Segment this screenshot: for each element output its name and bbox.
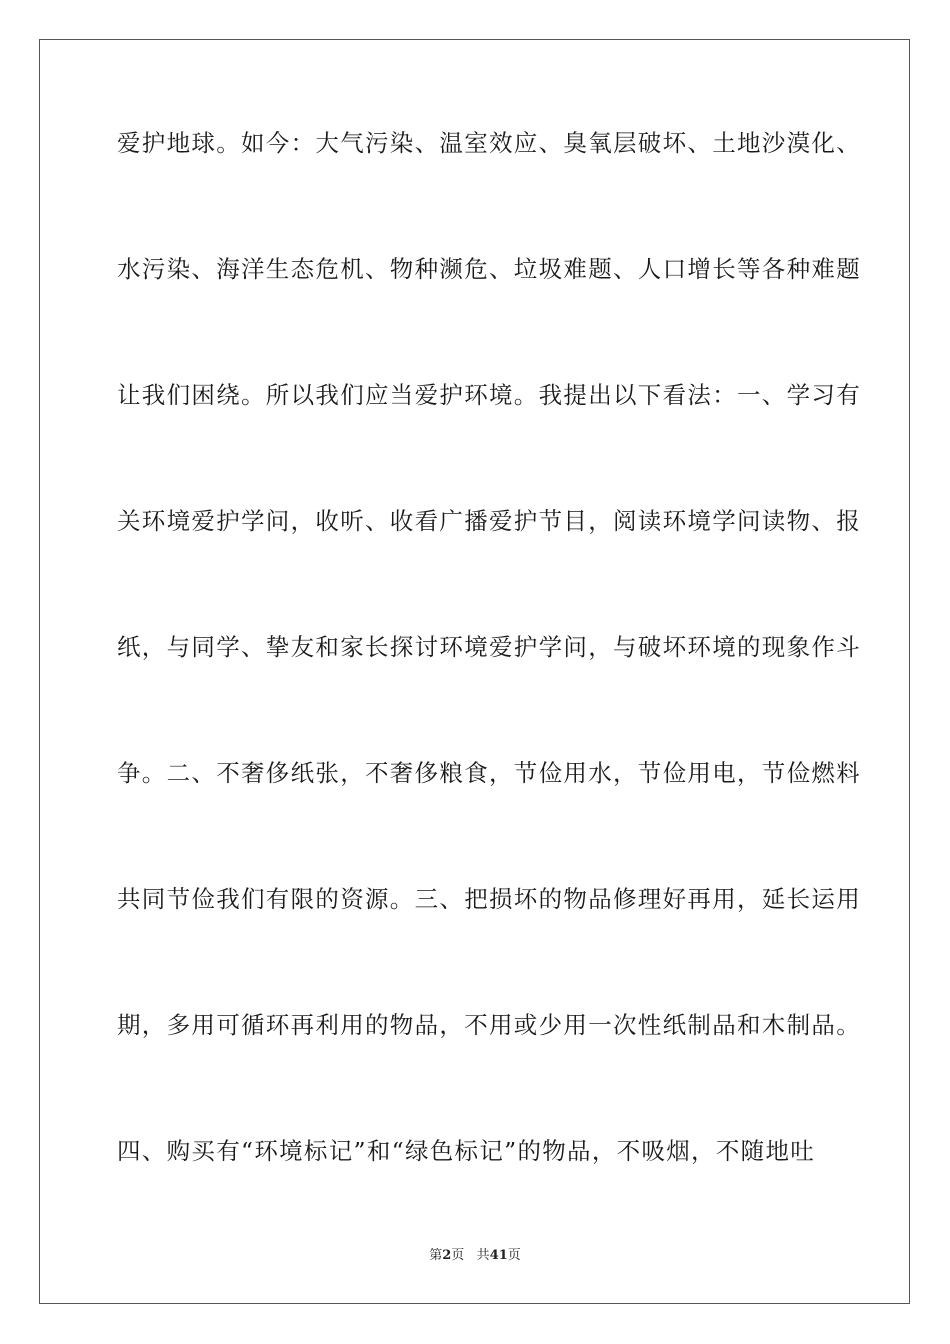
text-line-9: 四、购买有“环境标记”和“绿色标记”的物品，不吸烟，不随地吐: [117, 1137, 816, 1165]
total-pages: 41: [489, 1248, 508, 1263]
text-line-4: 关环境爱护学问，收听、收看广播爱护节目，阅读环境学问读物、报: [117, 507, 861, 535]
page-footer: [0, 1247, 950, 1265]
page-suffix: 页: [451, 1248, 465, 1263]
total-prefix: 共: [476, 1248, 490, 1263]
text-line-3: 让我们困绕。所以我们应当爱护环境。我提出以下看法：一、学习有: [117, 381, 861, 409]
text-line-7: 共同节俭我们有限的资源。三、把损坏的物品修理好再用，延长运用: [117, 885, 861, 913]
text-line-1: 爱护地球。如今：大气污染、温室效应、臭氧层破坏、土地沙漠化、: [117, 129, 861, 157]
page-number: 2: [442, 1248, 452, 1263]
text-line-8: 期，多用可循环再利用的物品，不用或少用一次性纸制品和木制品。: [117, 1011, 861, 1039]
total-suffix: 页: [507, 1248, 521, 1263]
page-prefix: 第: [429, 1248, 443, 1263]
text-line-5: 纸，与同学、挚友和家长探讨环境爱护学问，与破坏环境的现象作斗: [117, 633, 861, 661]
text-line-6: 争。二、不奢侈纸张，不奢侈粮食，节俭用水，节俭用电，节俭燃料: [117, 759, 861, 787]
document-body: [117, 128, 861, 1262]
text-line-2: 水污染、海洋生态危机、物种濒危、垃圾难题、人口增长等各种难题: [117, 255, 861, 283]
